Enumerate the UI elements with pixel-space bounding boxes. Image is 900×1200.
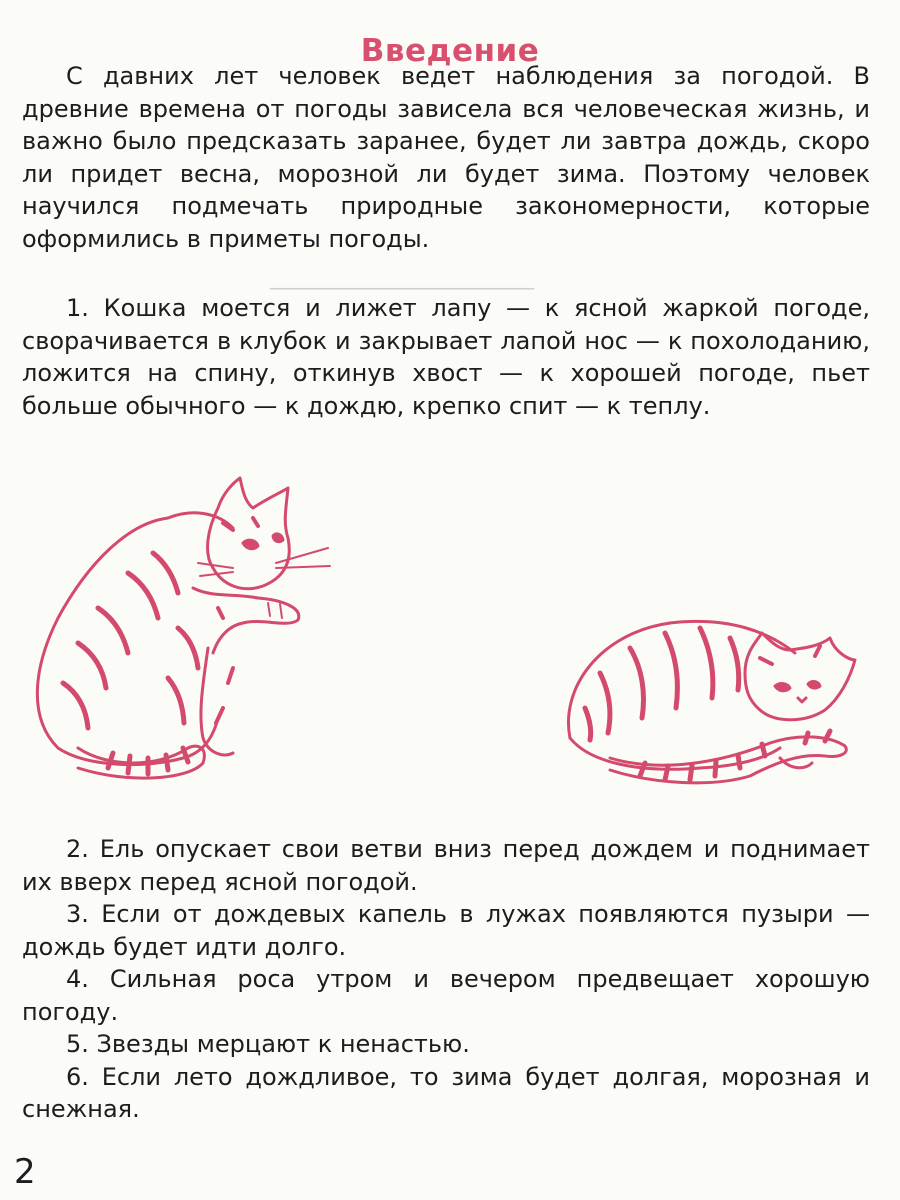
sign-2: 2. Ель опускает свои ветви вниз перед дождем и поднимает их вверх перед ясной погодой. [22, 835, 870, 896]
sign-5: 5. Звезды мерцают к ненастью. [66, 1030, 470, 1058]
sign-1: 1. Кошка моется и лижет лапу — к ясной жаркой погоде, сворачивается в клубок и закрывает лапой нос — к похолоданию, ложится на спину, откинув хвост — к хорошей погоде, пьет больше обычного — к дождю, крепко спит — к теплу. [22, 294, 870, 420]
sign-1-block [22, 292, 870, 422]
sign-6: 6. Если лето дождливое, то зима будет долгая, морозная и снежная. [22, 1062, 870, 1123]
cat-licking-paw-illustration [18, 468, 338, 788]
page-number: 2 [14, 1152, 36, 1192]
cat-curled-up-illustration [550, 598, 870, 798]
intro-text: С давних лет человек ведет наблюдения за погодой. В древние времена от погоды зависела вся человеческая жизнь, и важно было предсказать заранее, будет ли завтра дождь, скоро ли придет весна, морозной ли будет зима. Поэтому человек научился подмечать природные закономерности, которые оформились в приметы погоды. [22, 62, 870, 253]
intro-paragraph [22, 60, 870, 255]
sign-3: 3. Если от дождевых капель в лужах появляются пузыри — дождь будет идти долго. [22, 900, 870, 961]
sign-4: 4. Сильная роса утром и вечером предвещает хорошую погоду. [22, 965, 870, 1026]
bleed-through-text: ________________________ [270, 265, 534, 290]
page-title: Введение [360, 32, 540, 69]
signs-list [22, 833, 870, 1126]
